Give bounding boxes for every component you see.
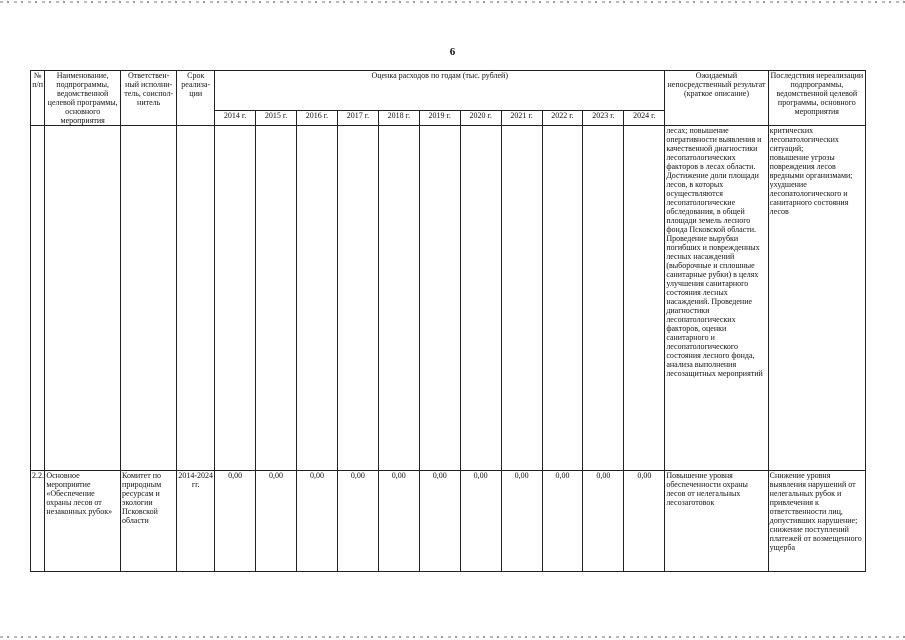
expenditure-table [30, 70, 866, 572]
year-header: 2020 г. [460, 111, 501, 126]
consequence-line: снижение поступлений платежей от возмещенного ущерба [769, 525, 862, 552]
cost-value: 0,00 [624, 471, 665, 572]
header-name: Наименование, подпрограммы, ведомственной целевой программы, основного мероприятия [45, 71, 121, 126]
page-number: 6 [449, 46, 456, 58]
year-header: 2019 г. [419, 111, 460, 126]
consequence-line: ухудшение лесопатологического и санитарного состояния лесов [769, 180, 849, 216]
consequence-cell [768, 126, 865, 471]
cost-value: 0,00 [501, 471, 542, 572]
table-row [31, 471, 866, 572]
scan-edge-bottom [0, 636, 905, 638]
cost-value: 0,00 [378, 471, 419, 572]
consequence-cell [768, 471, 865, 572]
cost-value: 0,00 [460, 471, 501, 572]
result-cell: лесах; повышение оперативности выявления и качественной диагностики лесопатологических факторов в лесах области. Достижение доли площади лесов, в которых осуществляются лесопатологические обследования, в общей площади земель лесного фонда Псковской области. Проведение вырубки погибших и поврежденных лесных насаждений (выборочные и сплошные санитарные рубки) в целях улучшения санитарного состояния лесных насаждений. Проведение диагностики лесопатологических факторов, оценки санитарного и лесопатологического состояния лесного фонда, анализа выполнения лесозащитных мероприятий [665, 126, 768, 471]
consequence-line: повышение угрозы повреждения лесов вредными организмами; [769, 153, 853, 180]
cost-value: 0,00 [542, 471, 583, 572]
year-header: 2014 г. [215, 111, 256, 126]
cost-value: 0,00 [337, 471, 378, 572]
row-number: 2.2. [31, 471, 45, 572]
header-costs: Оценка расходов по годам (тыс. рублей) [215, 71, 665, 111]
year-header: 2018 г. [378, 111, 419, 126]
consequence-line: критических лесопатологических ситуаций; [769, 126, 839, 153]
table-row [31, 126, 866, 471]
header-number: № п/п [31, 71, 45, 126]
cost-value: 0,00 [215, 471, 256, 572]
cost-value: 0,00 [583, 471, 624, 572]
header-term: Срок реализа-ции [177, 71, 215, 126]
header-executor: Ответствен-ный исполни-тель, соиспол-нитель [121, 71, 177, 126]
year-header: 2022 г. [542, 111, 583, 126]
scan-edge-top [0, 1, 905, 3]
term-cell: 2014-2024 гг. [177, 471, 215, 572]
cost-value: 0,00 [297, 471, 338, 572]
year-header: 2021 г. [501, 111, 542, 126]
executor-cell: Комитет по природным ресурсам и экологии Псковской области [121, 471, 177, 572]
result-cell: Повышение уровня обеспеченности охраны лесов от нелегальных лесозаготовок [665, 471, 768, 572]
header-result: Ожидаемый непосредственный результат (краткое описание) [665, 71, 768, 126]
consequence-line: Снижение уровня выявления нарушений от нелегальных рубок и привлечения к ответственности лиц, допустивших нарушение; [769, 471, 858, 525]
year-header: 2015 г. [256, 111, 297, 126]
measure-name: Основное мероприятие «Обеспечение охраны лесов от незаконных рубок» [45, 471, 121, 572]
cost-value: 0,00 [419, 471, 460, 572]
table-header-row [31, 71, 866, 111]
cost-value: 0,00 [256, 471, 297, 572]
header-consequence: Последствия нереализации подпрограммы, ведомственной целевой программы, основного мероприятия [768, 71, 865, 126]
year-header: 2023 г. [583, 111, 624, 126]
year-header: 2016 г. [297, 111, 338, 126]
year-header: 2024 г. [624, 111, 665, 126]
year-header: 2017 г. [337, 111, 378, 126]
